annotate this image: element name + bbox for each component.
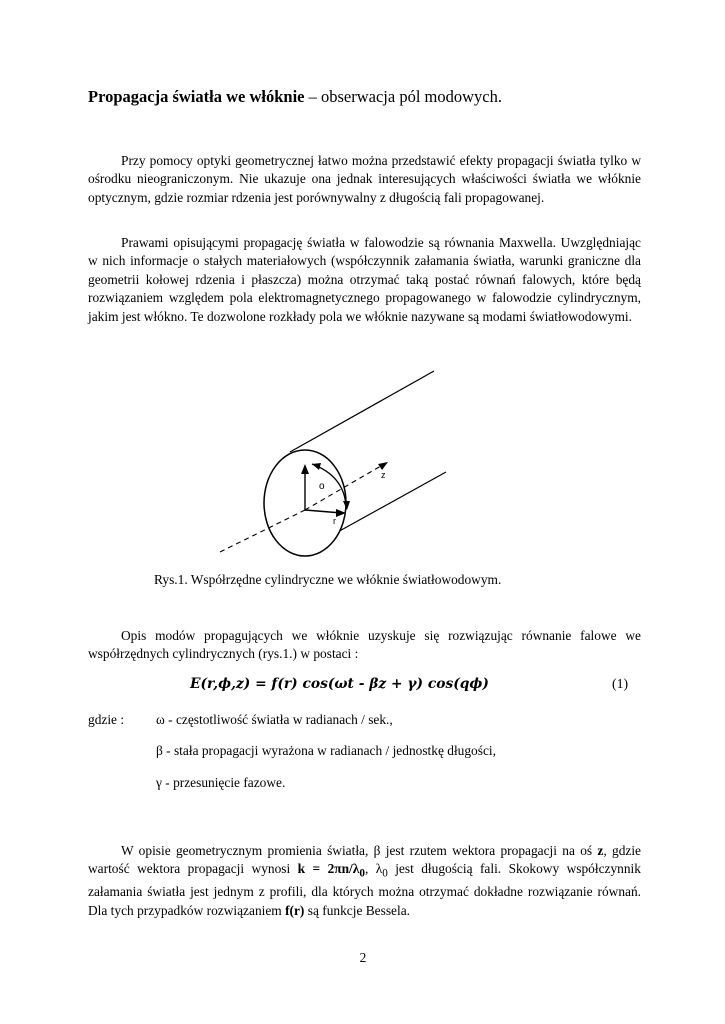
definition-beta: β - stała propagacji wyrażona w radianach / jednostkę długości, <box>156 743 496 758</box>
p4-text-4: jest długością fali. Skokowy współczynnik załamania światła jest jednym z profili, dla których można otrzymać dokładne rozwiązanie równań. Dla tych przypadków rozwiązaniem <box>88 861 641 918</box>
paragraph-1: Przy pomocy optyki geometrycznej łatwo można przedstawić efekty propagacji światła tylko w ośrodku nieograniczonym. Nie ukazuje ona jednak interesujących właściwości światła we włóknie optycznym, gdzie rozmiar rdzenia jest porównywalny z długością fali propagowanej. <box>88 153 641 205</box>
phi-label: o <box>319 481 325 492</box>
z-arrowhead <box>378 462 388 470</box>
page-number: 2 <box>359 950 367 965</box>
title-bold: Propagacja światła we włóknie <box>88 87 305 106</box>
title-rest: – obserwacja pól modowych. <box>304 87 502 106</box>
paragraph-3: Opis modów propagujących we włóknie uzyskuje się rozwiązując równanie falowe we współrzędnych cylindrycznych (rys.1.) w postaci : <box>88 628 641 662</box>
p4-text-3: , λ <box>364 861 383 877</box>
definition-gamma: γ - przesunięcie fazowe. <box>156 775 286 790</box>
p4-text-5: są funkcje Bessela. <box>304 902 410 918</box>
p4-k-formula <box>297 861 365 881</box>
definition-omega: ω - częstotliwość światła w radianach / sek., <box>156 712 393 727</box>
definitions-label: gdzie : <box>88 712 125 727</box>
figure-caption: Rys.1. Współrzędne cylindryczne we włóknie światłowodowym. <box>154 572 502 587</box>
equation-number: (1) <box>612 676 629 691</box>
cylinder-top-edge <box>290 371 434 452</box>
p4-fr: f(r) <box>285 902 305 918</box>
page-title <box>88 86 502 108</box>
z-label: z <box>381 470 386 480</box>
p4-text-2: , gdzie wartość wektora propagacji wynosi <box>88 843 641 877</box>
wave-equation: E(r,ϕ,z) = f(r) cos(ωt - βz + γ) cos(qϕ) <box>190 676 489 692</box>
paragraph-2: Prawami opisującymi propagację światła w falowodzie są równania Maxwella. Uwzględniając w nich informacje o stałych materiałowych (współczynnik załamania światła, warunki graniczne dla geometrii kołowej rdzenia i płaszcza) można otrzymać taką postać równań falowych, które będą rozwiązaniem względem pola elektromagnetycznego propagowanego w falowodzie cylindrycznym, jakim jest włókno. Te dozwolone rozkłady pola we włóknie nazywane są modami światłowodowymi. <box>88 235 641 324</box>
p4-k-sub: 0 <box>359 868 365 881</box>
paragraph-4 <box>88 842 641 920</box>
cylindrical-coordinates-figure <box>208 364 448 574</box>
p4-z: z <box>597 843 604 858</box>
p4-text-1: W opisie geometrycznym promienia światła, β jest rzutem wektora propagacji na oś <box>121 843 598 858</box>
r-label: r <box>333 516 336 526</box>
p4-lambda-sub: 0 <box>382 868 388 881</box>
p4-k: k = 2πn/λ <box>297 861 360 877</box>
